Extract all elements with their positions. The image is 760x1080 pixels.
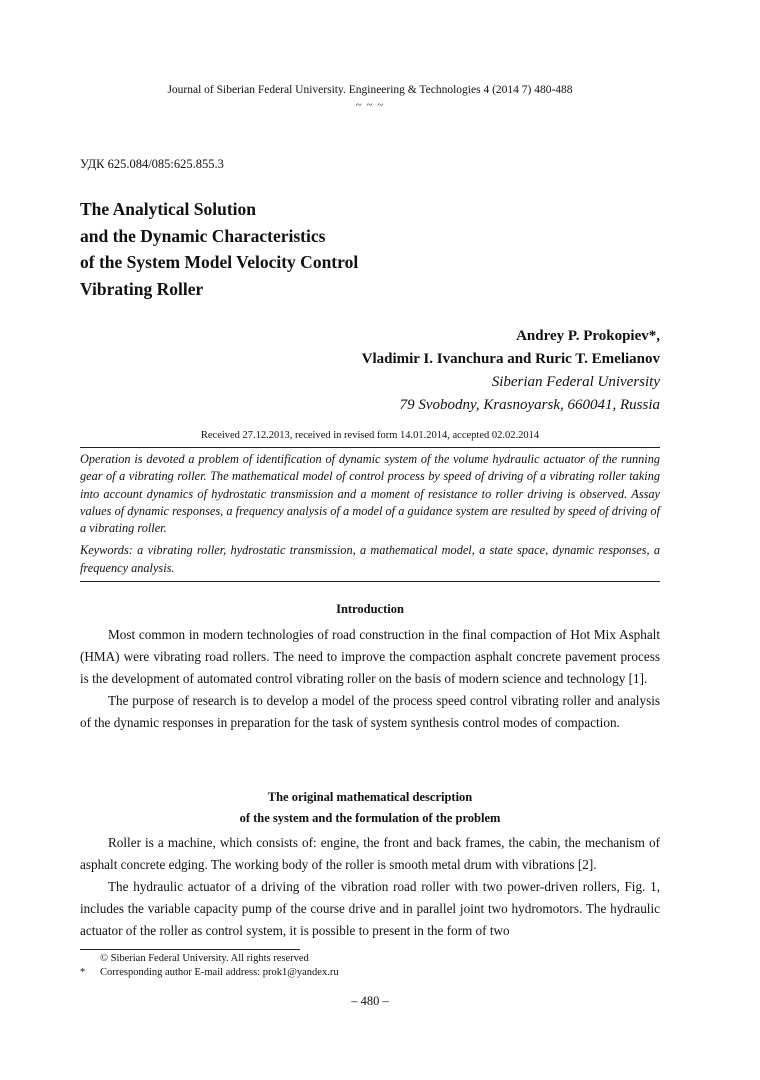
paragraph: The hydraulic actuator of a driving of the vibration road roller with two power-driven rollers, Fig. 1, includes the variable capacity pump of the course drive and in parallel joint two hydromotors. The hydraulic actuator of the roller as control system, it is possible to present in the form of two [80, 879, 660, 938]
udk-code: УДК 625.084/085:625.855.3 [80, 157, 224, 171]
received-dates: Received 27.12.2013, received in revised form 14.01.2014, accepted 02.02.2014 [200, 430, 540, 441]
original-body [80, 832, 660, 942]
title-line: Vibrating Roller [80, 278, 204, 299]
section-heading-original-line1: The original mathematical description [267, 790, 473, 804]
abstract-block [80, 451, 660, 577]
abstract-top-rule [80, 447, 660, 448]
abstract-bottom-rule [80, 581, 660, 582]
section-heading-introduction: Introduction [336, 602, 404, 616]
title-line: of the System Model Velocity Control [80, 252, 359, 272]
footnotes [80, 952, 339, 980]
abstract-text: Operation is devoted a problem of identification of dynamic system of the volume hydraulic actuator of the running gear of a vibrating roller. The mathematical model of control process by speed of driving of a vibrating roller taking into account dynamics of hydrostatic transmission and a moment of resistance to roller driving is observed. Assay values of dynamic responses, a frequency analysis of a model of a guidance system are resulted by speed of driving of a vibrating roller. [80, 452, 660, 536]
paper-title [80, 196, 358, 302]
title-line: The Analytical Solution [80, 199, 257, 219]
paragraph: Most common in modern technologies of road construction in the final compaction of Hot Mix Asphalt (HMA) were vibrating road rollers. The need to improve the compaction asphalt concrete pavement process is the development of automated control vibrating roller on the basis of modern science and technology [1]. [80, 627, 660, 686]
section-heading-original-line2: of the system and the formulation of the problem [239, 811, 501, 825]
paragraph: Roller is a machine, which consists of: engine, the front and back frames, the cabin, the mechanism of asphalt concrete edging. The working body of the roller is smooth metal drum with vibrations [2]. [80, 835, 660, 872]
author-line-2: Vladimir I. Ivanchura and Ruric T. Emelianov [361, 351, 660, 367]
authors-block [362, 325, 660, 417]
affiliation: Siberian Federal University [491, 374, 660, 390]
footnote-corresponding: * Corresponding author E-mail address: prok1@yandex.ru [80, 967, 339, 978]
author-line-1: Andrey P. Prokopiev*, [516, 328, 660, 344]
journal-header: Journal of Siberian Federal University. Engineering & Technologies 4 (2014 7) 480-488 [167, 84, 573, 96]
title-line: and the Dynamic Characteristics [80, 225, 326, 246]
address: 79 Svobodny, Krasnoyarsk, 660041, Russia [399, 397, 660, 413]
footnote-rule [80, 949, 300, 950]
header-separator: ~ ~ ~ [355, 99, 385, 111]
footnote-copyright: © Siberian Federal University. All rights reserved [100, 953, 309, 964]
page-number: – 480 – [351, 994, 389, 1008]
keywords-text: Keywords: a vibrating roller, hydrostatic transmission, a mathematical model, a state space, dynamic responses, a frequency analysis. [80, 543, 660, 575]
paragraph: The purpose of research is to develop a model of the process speed control vibrating roller and analysis of the dynamic responses in preparation for the task of system synthesis control modes of compaction. [80, 693, 660, 730]
introduction-body [80, 624, 660, 734]
